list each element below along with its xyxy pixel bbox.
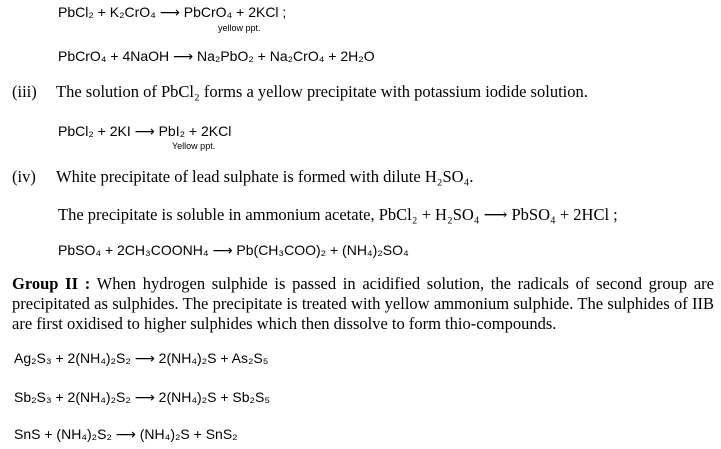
yellow-ppt-note-2: Yellow ppt. — [172, 141, 216, 151]
equation-lead-chromate: PbCl₂ + K₂CrO₄ ⟶ PbCrO₄ + 2KCl ; — [58, 4, 287, 20]
item-iv-text: White precipitate of lead sulphate is formed with dilute H₂SO₄. — [56, 167, 474, 186]
equation-thio-tin: SnS + (NH₄)₂S₂ ⟶ (NH₄)₂S + SnS₂ — [14, 426, 238, 442]
item-iv-continuation: The precipitate is soluble in ammonium acetate, PbCl₂ + H₂SO₄ ⟶ PbSO₄ + 2HCl ; — [58, 205, 618, 224]
yellow-ppt-note-1: yellow ppt. — [218, 23, 261, 33]
item-iv — [12, 167, 473, 187]
equation-lead-iodide: PbCl₂ + 2KI ⟶ PbI₂ + 2KCl — [58, 123, 232, 139]
item-iv-number: (iv) — [12, 167, 36, 186]
group-ii-body: When hydrogen sulphide is passed in acidified solution, the radicals of second group are precipitated as sulphides. The precipitate is treated with yellow ammonium sulphide. The sulphides of IIB are first oxidised to higher sulphides which then dissolve to form thio-compounds. — [12, 274, 714, 333]
item-iii — [12, 82, 588, 102]
equation-lead-acetate: PbSO₄ + 2CH₃COONH₄ ⟶ Pb(CH₃COO)₂ + (NH₄)₂SO₄ — [58, 242, 409, 258]
group-ii-heading: Group II : — [12, 274, 91, 293]
equation-thio-arsenic: Ag₂S₃ + 2(NH₄)₂S₂ ⟶ 2(NH₄)₂S + As₂S₅ — [14, 350, 269, 366]
equation-sodium-plumbite: PbCrO₄ + 4NaOH ⟶ Na₂PbO₂ + Na₂CrO₄ + 2H₂O — [58, 48, 375, 64]
equation-thio-antimony: Sb₂S₃ + 2(NH₄)₂S₂ ⟶ 2(NH₄)₂S + Sb₂S₅ — [14, 389, 270, 405]
item-iii-text: The solution of PbCl₂ forms a yellow precipitate with potassium iodide solution. — [56, 82, 588, 101]
group-ii-paragraph — [12, 274, 714, 334]
item-iii-number: (iii) — [12, 82, 37, 101]
